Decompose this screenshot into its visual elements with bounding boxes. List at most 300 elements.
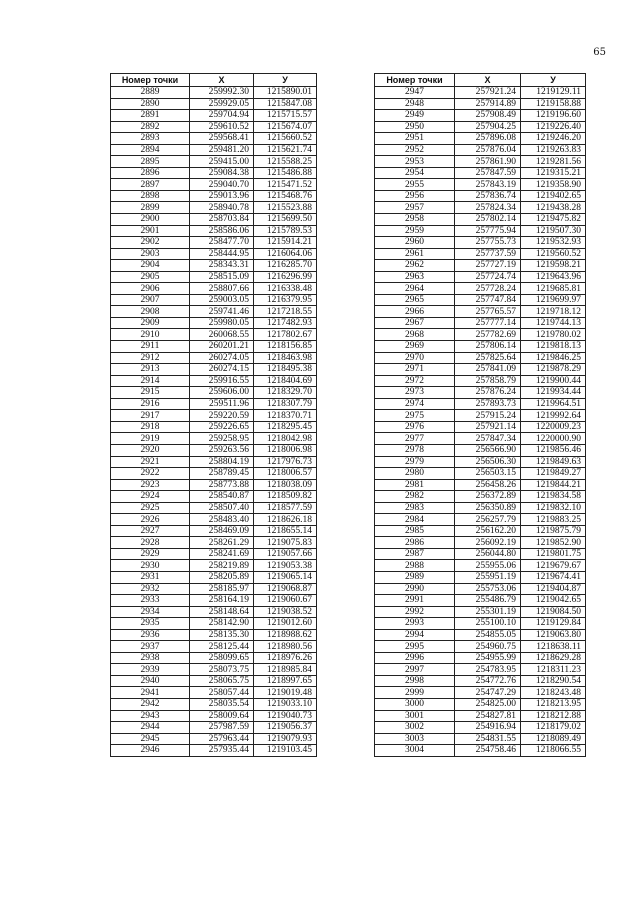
cell-x: 260274.05	[190, 352, 254, 364]
cell-x: 259415.00	[190, 156, 254, 168]
cell-point-number: 2943	[111, 710, 190, 722]
table-row	[111, 629, 317, 641]
cell-y: 1218463.98	[254, 352, 317, 364]
table-row	[375, 214, 586, 226]
cell-y: 1219834.58	[521, 491, 586, 503]
table-row	[375, 225, 586, 237]
cell-y: 1219875.79	[521, 525, 586, 537]
cell-x: 259263.56	[190, 444, 254, 456]
cell-y: 1215890.01	[254, 87, 317, 99]
cell-y: 1219846.25	[521, 352, 586, 364]
cell-x: 254825.00	[455, 698, 521, 710]
table-row	[375, 306, 586, 318]
table-row	[375, 248, 586, 260]
cell-x: 255951.19	[455, 571, 521, 583]
table-row	[375, 421, 586, 433]
cell-x: 258586.06	[190, 225, 254, 237]
cell-point-number: 2953	[375, 156, 455, 168]
cell-x: 257836.74	[455, 190, 521, 202]
cell-x: 254747.29	[455, 687, 521, 699]
cell-point-number: 2972	[375, 375, 455, 387]
table-row	[111, 352, 317, 364]
cell-y: 1216064.06	[254, 248, 317, 260]
cell-y: 1219934.44	[521, 387, 586, 399]
cell-x: 258099.65	[190, 652, 254, 664]
table-row	[111, 225, 317, 237]
cell-x: 257987.59	[190, 722, 254, 734]
table-row	[111, 722, 317, 734]
cell-x: 257775.94	[455, 225, 521, 237]
cell-x: 258065.75	[190, 675, 254, 687]
cell-x: 258142.90	[190, 618, 254, 630]
cell-x: 257893.73	[455, 398, 521, 410]
cell-y: 1219507.30	[521, 225, 586, 237]
cell-y: 1218976.26	[254, 652, 317, 664]
cell-point-number: 2967	[375, 317, 455, 329]
cell-x: 258515.09	[190, 271, 254, 283]
cell-x: 256092.19	[455, 537, 521, 549]
table-row	[111, 733, 317, 745]
cell-point-number: 2926	[111, 514, 190, 526]
table-row	[111, 641, 317, 653]
table-row	[375, 317, 586, 329]
cell-x: 257802.14	[455, 214, 521, 226]
cell-point-number: 2975	[375, 410, 455, 422]
table-row	[375, 652, 586, 664]
cell-y: 1220000.90	[521, 433, 586, 445]
cell-point-number: 2994	[375, 629, 455, 641]
cell-y: 1219532.93	[521, 237, 586, 249]
cell-y: 1219844.21	[521, 479, 586, 491]
cell-x: 256503.15	[455, 468, 521, 480]
cell-y: 1219358.90	[521, 179, 586, 191]
cell-y: 1219744.13	[521, 317, 586, 329]
table-row	[111, 410, 317, 422]
table-row	[375, 698, 586, 710]
cell-point-number: 2892	[111, 121, 190, 133]
table-row	[375, 341, 586, 353]
table-row	[111, 571, 317, 583]
cell-y: 1218980.56	[254, 641, 317, 653]
cell-point-number: 2969	[375, 341, 455, 353]
cell-x: 257824.34	[455, 202, 521, 214]
table-row	[375, 133, 586, 145]
cell-y: 1218629.28	[521, 652, 586, 664]
table-row	[375, 144, 586, 156]
cell-x: 257921.24	[455, 87, 521, 99]
cell-x: 258185.97	[190, 583, 254, 595]
cell-x: 258219.89	[190, 560, 254, 572]
header-point-number: Номер точки	[375, 74, 455, 87]
cell-y: 1219674.41	[521, 571, 586, 583]
cell-x: 255301.19	[455, 606, 521, 618]
table-row	[375, 560, 586, 572]
cell-point-number: 2958	[375, 214, 455, 226]
cell-y: 1219964.51	[521, 398, 586, 410]
cell-y: 1218156.85	[254, 341, 317, 353]
cell-x: 258507.40	[190, 502, 254, 514]
cell-x: 257876.04	[455, 144, 521, 156]
cell-x: 256162.20	[455, 525, 521, 537]
cell-y: 1219679.67	[521, 560, 586, 572]
cell-x: 254831.55	[455, 733, 521, 745]
cell-point-number: 2977	[375, 433, 455, 445]
cell-y: 1219900.44	[521, 375, 586, 387]
cell-point-number: 2896	[111, 167, 190, 179]
table-row	[111, 652, 317, 664]
cell-y: 1219056.37	[254, 722, 317, 734]
cell-point-number: 2955	[375, 179, 455, 191]
cell-x: 259511.96	[190, 398, 254, 410]
cell-point-number: 2940	[111, 675, 190, 687]
cell-point-number: 2939	[111, 664, 190, 676]
table-row	[111, 687, 317, 699]
cell-y: 1216285.70	[254, 260, 317, 272]
table-row	[375, 675, 586, 687]
cell-point-number: 2947	[375, 87, 455, 99]
cell-point-number: 2981	[375, 479, 455, 491]
cell-y: 1219068.87	[254, 583, 317, 595]
cell-x: 256350.89	[455, 502, 521, 514]
cell-point-number: 2900	[111, 214, 190, 226]
cell-x: 260274.15	[190, 364, 254, 376]
cell-y: 1219158.88	[521, 98, 586, 110]
cell-point-number: 2928	[111, 537, 190, 549]
table-row	[111, 271, 317, 283]
table-row	[111, 179, 317, 191]
cell-point-number: 2983	[375, 502, 455, 514]
table-row	[375, 468, 586, 480]
cell-x: 255486.79	[455, 595, 521, 607]
cell-x: 256506.30	[455, 456, 521, 468]
table-row	[111, 698, 317, 710]
cell-y: 1219560.52	[521, 248, 586, 260]
table-row	[375, 98, 586, 110]
cell-x: 258469.09	[190, 525, 254, 537]
cell-point-number: 2917	[111, 410, 190, 422]
cell-point-number: 2908	[111, 306, 190, 318]
cell-x: 259980.05	[190, 317, 254, 329]
table-row	[375, 283, 586, 295]
cell-y: 1219057.66	[254, 548, 317, 560]
cell-x: 254916.94	[455, 722, 521, 734]
cell-x: 254772.76	[455, 675, 521, 687]
cell-x: 257724.74	[455, 271, 521, 283]
table-row	[375, 364, 586, 376]
cell-x: 257847.34	[455, 433, 521, 445]
cell-y: 1215789.53	[254, 225, 317, 237]
cell-point-number: 2987	[375, 548, 455, 560]
cell-x: 257861.90	[455, 156, 521, 168]
table-row	[111, 248, 317, 260]
cell-x: 256257.79	[455, 514, 521, 526]
cell-y: 1215847.08	[254, 98, 317, 110]
cell-point-number: 2919	[111, 433, 190, 445]
cell-x: 258773.88	[190, 479, 254, 491]
cell-y: 1220009.23	[521, 421, 586, 433]
cell-x: 258477.70	[190, 237, 254, 249]
cell-x: 257963.44	[190, 733, 254, 745]
cell-point-number: 2973	[375, 387, 455, 399]
cell-y: 1216338.48	[254, 283, 317, 295]
cell-x: 259610.52	[190, 121, 254, 133]
cell-y: 1219281.56	[521, 156, 586, 168]
cell-point-number: 2901	[111, 225, 190, 237]
table-row	[375, 433, 586, 445]
cell-point-number: 2995	[375, 641, 455, 653]
cell-point-number: 2925	[111, 502, 190, 514]
cell-y: 1219780.02	[521, 329, 586, 341]
cell-point-number: 2941	[111, 687, 190, 699]
cell-x: 257847.59	[455, 167, 521, 179]
table-row	[111, 87, 317, 99]
table-row	[111, 560, 317, 572]
table-row	[111, 260, 317, 272]
cell-x: 258940.78	[190, 202, 254, 214]
cell-point-number: 2966	[375, 306, 455, 318]
cell-x: 259606.00	[190, 387, 254, 399]
cell-y: 1219053.38	[254, 560, 317, 572]
cell-point-number: 2909	[111, 317, 190, 329]
table-row	[375, 410, 586, 422]
cell-x: 254960.75	[455, 641, 521, 653]
cell-y: 1218311.23	[521, 664, 586, 676]
cell-point-number: 2999	[375, 687, 455, 699]
table-row	[375, 618, 586, 630]
table-row	[375, 387, 586, 399]
cell-point-number: 2957	[375, 202, 455, 214]
cell-y: 1217976.73	[254, 456, 317, 468]
cell-point-number: 2954	[375, 167, 455, 179]
cell-point-number: 3004	[375, 745, 455, 757]
table-row	[375, 745, 586, 757]
cell-y: 1219129.11	[521, 87, 586, 99]
cell-x: 258125.44	[190, 641, 254, 653]
table-row	[375, 514, 586, 526]
cell-point-number: 2945	[111, 733, 190, 745]
table-row	[375, 595, 586, 607]
cell-x: 257935.44	[190, 745, 254, 757]
cell-point-number: 2996	[375, 652, 455, 664]
cell-x: 258164.19	[190, 595, 254, 607]
table-row	[375, 456, 586, 468]
cell-y: 1219063.80	[521, 629, 586, 641]
table-row	[111, 329, 317, 341]
table-row	[111, 675, 317, 687]
table-row	[111, 156, 317, 168]
table-row	[111, 341, 317, 353]
cell-point-number: 2949	[375, 110, 455, 122]
cell-y: 1219103.45	[254, 745, 317, 757]
cell-y: 1218212.88	[521, 710, 586, 722]
cell-x: 256044.80	[455, 548, 521, 560]
cell-y: 1219402.65	[521, 190, 586, 202]
cell-x: 256566.90	[455, 444, 521, 456]
cell-x: 257777.14	[455, 317, 521, 329]
cell-point-number: 2894	[111, 144, 190, 156]
cell-point-number: 2904	[111, 260, 190, 272]
cell-y: 1218307.79	[254, 398, 317, 410]
cell-x: 258057.44	[190, 687, 254, 699]
table-row	[375, 710, 586, 722]
cell-point-number: 2993	[375, 618, 455, 630]
cell-point-number: 2906	[111, 283, 190, 295]
table-row	[375, 479, 586, 491]
cell-y: 1218006.98	[254, 444, 317, 456]
cell-x: 254758.46	[455, 745, 521, 757]
table-row	[375, 398, 586, 410]
cell-x: 257747.84	[455, 294, 521, 306]
coordinates-table-right	[374, 73, 586, 757]
cell-x: 258703.84	[190, 214, 254, 226]
cell-point-number: 2890	[111, 98, 190, 110]
cell-x: 255100.10	[455, 618, 521, 630]
table-row	[375, 352, 586, 364]
cell-x: 258444.95	[190, 248, 254, 260]
cell-y: 1219598.21	[521, 260, 586, 272]
cell-point-number: 2984	[375, 514, 455, 526]
cell-point-number: 2929	[111, 548, 190, 560]
cell-y: 1219475.82	[521, 214, 586, 226]
cell-x: 257806.14	[455, 341, 521, 353]
cell-y: 1219849.63	[521, 456, 586, 468]
cell-point-number: 2914	[111, 375, 190, 387]
cell-y: 1219246.20	[521, 133, 586, 145]
table-row	[111, 306, 317, 318]
table-row	[375, 571, 586, 583]
cell-point-number: 2927	[111, 525, 190, 537]
cell-point-number: 2978	[375, 444, 455, 456]
cell-y: 1219852.90	[521, 537, 586, 549]
cell-point-number: 2923	[111, 479, 190, 491]
cell-y: 1219065.14	[254, 571, 317, 583]
table-row	[111, 421, 317, 433]
cell-y: 1218290.54	[521, 675, 586, 687]
cell-y: 1219315.21	[521, 167, 586, 179]
cell-x: 257896.08	[455, 133, 521, 145]
cell-x: 258540.87	[190, 491, 254, 503]
table-row	[111, 745, 317, 757]
cell-x: 257755.73	[455, 237, 521, 249]
cell-point-number: 2968	[375, 329, 455, 341]
cell-y: 1218089.49	[521, 733, 586, 745]
cell-y: 1219832.10	[521, 502, 586, 514]
cell-y: 1218655.14	[254, 525, 317, 537]
cell-y: 1218626.18	[254, 514, 317, 526]
cell-x: 254827.81	[455, 710, 521, 722]
page-number: 65	[593, 47, 606, 58]
cell-point-number: 2942	[111, 698, 190, 710]
table-row	[111, 444, 317, 456]
cell-y: 1218988.62	[254, 629, 317, 641]
cell-point-number: 2963	[375, 271, 455, 283]
cell-point-number: 2965	[375, 294, 455, 306]
cell-x: 257921.14	[455, 421, 521, 433]
cell-y: 1219685.81	[521, 283, 586, 295]
table-header-row	[375, 74, 586, 87]
cell-y: 1219992.64	[521, 410, 586, 422]
cell-point-number: 2918	[111, 421, 190, 433]
cell-point-number: 2946	[111, 745, 190, 757]
cell-y: 1219818.13	[521, 341, 586, 353]
cell-x: 257915.24	[455, 410, 521, 422]
table-row	[111, 502, 317, 514]
cell-point-number: 2913	[111, 364, 190, 376]
table-row	[111, 294, 317, 306]
table-row	[111, 364, 317, 376]
header-point-number: Номер точки	[111, 74, 190, 87]
cell-x: 255955.06	[455, 560, 521, 572]
table-row	[375, 629, 586, 641]
cell-point-number: 2990	[375, 583, 455, 595]
cell-point-number: 2893	[111, 133, 190, 145]
table-row	[375, 190, 586, 202]
table-row	[111, 202, 317, 214]
cell-point-number: 2986	[375, 537, 455, 549]
table-row	[111, 479, 317, 491]
table-row	[111, 98, 317, 110]
cell-y: 1218006.57	[254, 468, 317, 480]
cell-point-number: 2920	[111, 444, 190, 456]
table-row	[111, 121, 317, 133]
cell-y: 1219856.46	[521, 444, 586, 456]
cell-y: 1219718.12	[521, 306, 586, 318]
cell-point-number: 2907	[111, 294, 190, 306]
cell-point-number: 2924	[111, 491, 190, 503]
header-y: У	[521, 74, 586, 87]
cell-point-number: 2921	[111, 456, 190, 468]
cell-y: 1219263.83	[521, 144, 586, 156]
cell-y: 1215523.88	[254, 202, 317, 214]
cell-point-number: 2989	[375, 571, 455, 583]
header-x: X	[455, 74, 521, 87]
cell-point-number: 2951	[375, 133, 455, 145]
cell-x: 260201.21	[190, 341, 254, 353]
cell-y: 1215715.57	[254, 110, 317, 122]
cell-y: 1218038.09	[254, 479, 317, 491]
cell-x: 254955.99	[455, 652, 521, 664]
table-row	[375, 329, 586, 341]
table-row	[375, 156, 586, 168]
table-row	[111, 214, 317, 226]
cell-y: 1216379.95	[254, 294, 317, 306]
cell-point-number: 2948	[375, 98, 455, 110]
cell-x: 259040.70	[190, 179, 254, 191]
cell-x: 257843.19	[455, 179, 521, 191]
cell-x: 258261.29	[190, 537, 254, 549]
cell-point-number: 2933	[111, 595, 190, 607]
cell-point-number: 2936	[111, 629, 190, 641]
table-row	[111, 491, 317, 503]
cell-point-number: 2998	[375, 675, 455, 687]
cell-y: 1218495.38	[254, 364, 317, 376]
cell-point-number: 2991	[375, 595, 455, 607]
table-row	[375, 121, 586, 133]
cell-point-number: 2902	[111, 237, 190, 249]
cell-y: 1218997.65	[254, 675, 317, 687]
cell-y: 1218179.02	[521, 722, 586, 734]
cell-x: 258205.89	[190, 571, 254, 583]
table-row	[111, 606, 317, 618]
cell-y: 1219019.48	[254, 687, 317, 699]
table-row	[111, 375, 317, 387]
table-row	[111, 525, 317, 537]
cell-point-number: 2976	[375, 421, 455, 433]
cell-x: 257765.57	[455, 306, 521, 318]
cell-x: 259220.59	[190, 410, 254, 422]
table-row	[375, 491, 586, 503]
cell-point-number: 2952	[375, 144, 455, 156]
